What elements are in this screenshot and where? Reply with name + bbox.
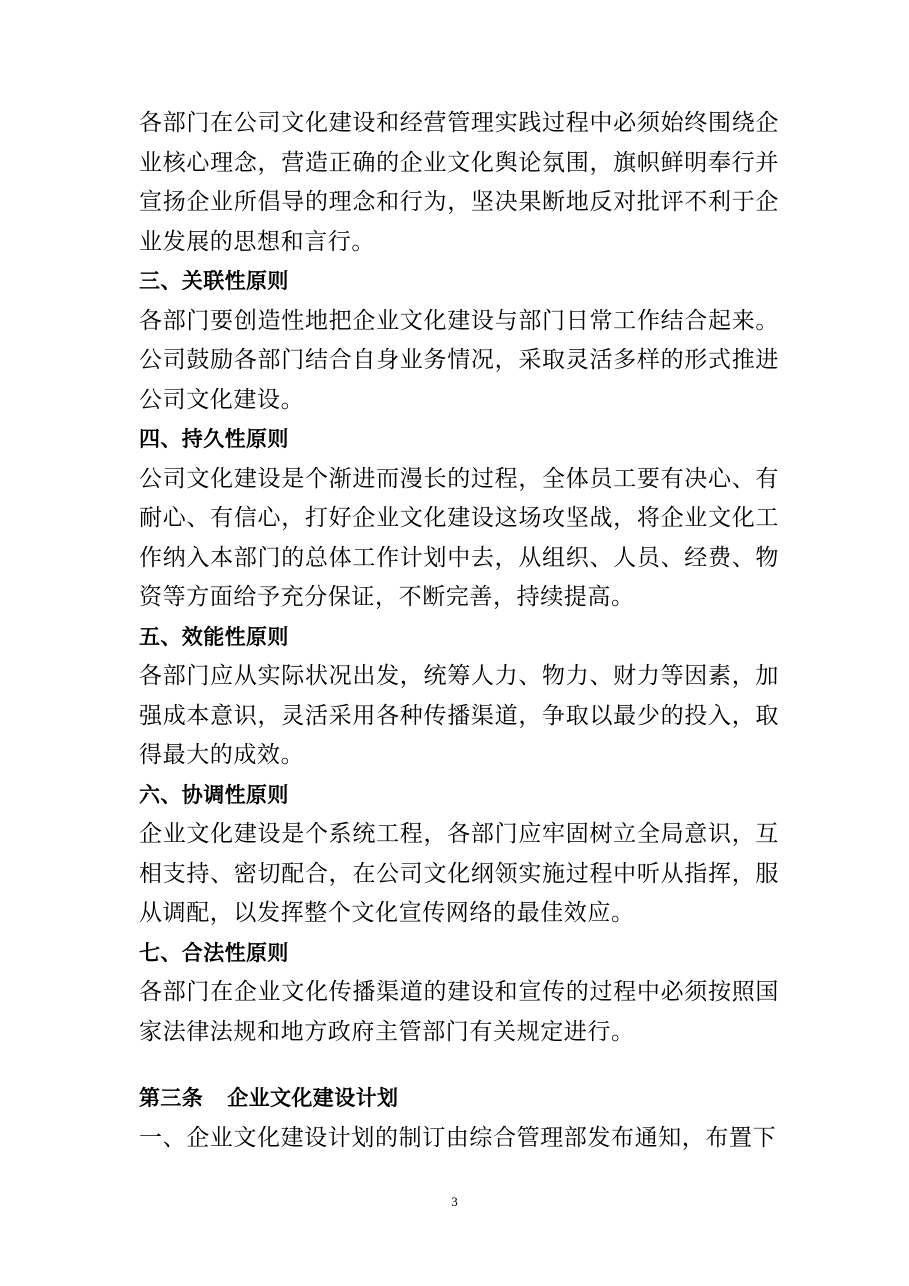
section-body: 各部门应从实际状况出发，统筹人力、物力、财力等因素，加强成本意识，灵活采用各种传播渠道，争取以最少的投入，取得最大的成效。 [139,663,779,768]
intro-paragraph: 各部门在公司文化建设和经营管理实践过程中必须始终围绕企业核心理念，营造正确的企业文化舆论氛围，旗帜鲜明奉行并宣扬企业所倡导的理念和行为，坚决果断地反对批评不利于企业发展的思想和言行。 [139,110,779,255]
section-body: 公司文化建设是个渐进而漫长的过程，全体员工要有决心、有耐心、有信心，打好企业文化建设这场攻坚战，将企业文化工作纳入本部门的总体工作计划中去，从组织、人员、经费、物资等方面给予充分保证，不断完善，持续提高。 [139,465,779,610]
section-heading: 五、效能性原则 [139,624,289,649]
article-heading [139,1079,779,1119]
closing-line: 一、企业文化建设计划的制订由综合管理部发布通知，布置下 [139,1124,777,1151]
section-coordination [139,776,779,934]
section-persistence [139,420,779,618]
section-efficiency [139,618,779,776]
page-content [139,104,779,1158]
section-heading: 三、关联性原则 [139,269,289,293]
section-legality [139,934,779,1053]
section-heading: 六、协调性原则 [139,782,289,807]
section-heading: 七、合法性原则 [139,940,289,965]
article-number: 第三条 [139,1086,204,1110]
section-body: 企业文化建设是个系统工程，各部门应牢固树立全局意识，互相支持、密切配合，在公司文化纲领实施过程中听从指挥，服从调配，以发挥整个文化宣传网络的最佳效应。 [139,821,779,926]
page-number: 3 [451,1194,458,1209]
section-body: 各部门要创造性地把企业文化建设与部门日常工作结合起来。公司鼓励各部门结合自身业务情况，采取灵活多样的形式推进公司文化建设。 [139,307,779,413]
article-title: 企业文化建设计划 [227,1086,399,1110]
section-body: 各部门在企业文化传播渠道的建设和宣传的过程中必须按照国家法律法规和地方政府主管部门有关规定进行。 [139,979,779,1045]
section-heading: 四、持久性原则 [139,427,289,451]
section-relevance [139,262,779,420]
